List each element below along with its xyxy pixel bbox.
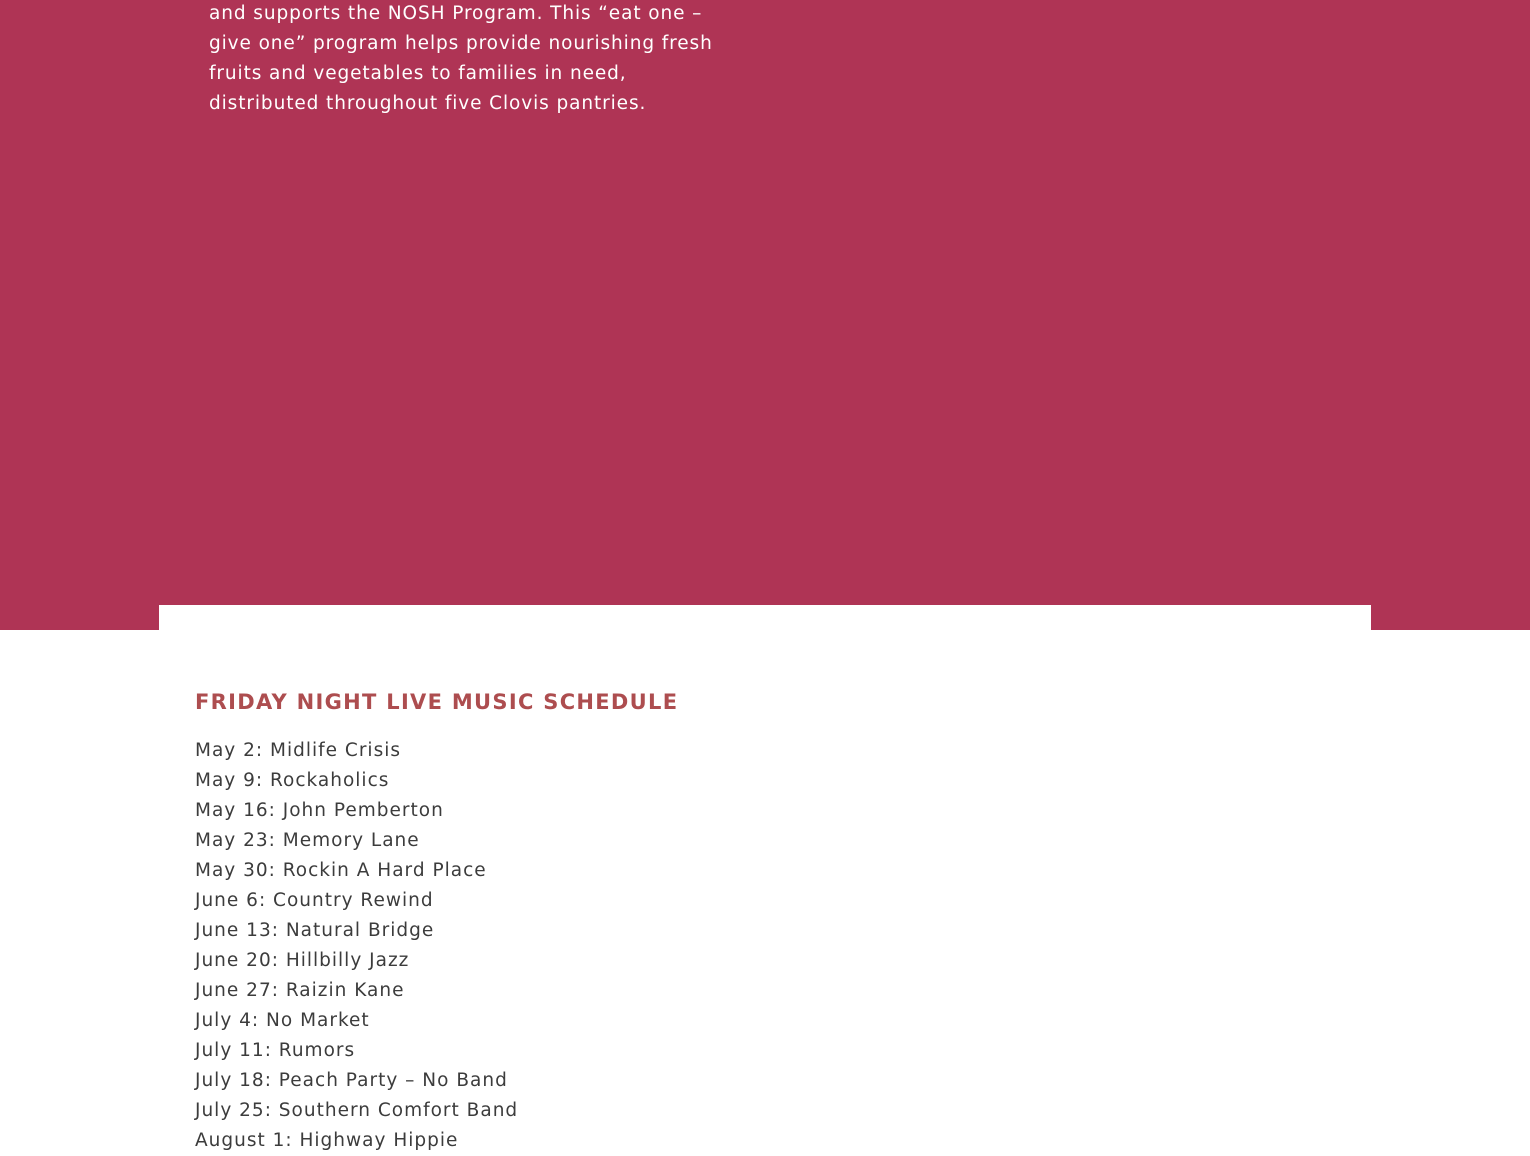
schedule-item: May 16: John Pemberton [195,800,444,821]
nosh-program-description: and supports the NOSH Program. This “eat one – give one” program helps provide nourishing fresh fruits and vegetables to families in need, distributed throughout five Clovis pantries. [209,3,713,114]
schedule-item: June 13: Natural Bridge [195,920,435,941]
schedule-item: July 11: Rumors [195,1040,356,1061]
schedule-item: May 2: Midlife Crisis [195,740,401,761]
schedule-item: July 4: No Market [195,1010,370,1031]
schedule-item: June 6: Country Rewind [195,890,434,911]
schedule-item: July 18: Peach Party – No Band [195,1070,508,1091]
schedule-item: August 1: Highway Hippie [195,1130,459,1151]
schedule-item: June 27: Raizin Kane [195,980,405,1001]
schedule-item: July 25: Southern Comfort Band [195,1100,519,1121]
schedule-item: June 20: Hillbilly Jazz [195,950,410,971]
schedule-heading: FRIDAY NIGHT LIVE MUSIC SCHEDULE [195,690,679,714]
schedule-list [195,736,518,1156]
schedule-item: May 9: Rockaholics [195,770,390,791]
schedule-item: May 23: Memory Lane [195,830,420,851]
schedule-item: May 30: Rockin A Hard Place [195,860,487,881]
